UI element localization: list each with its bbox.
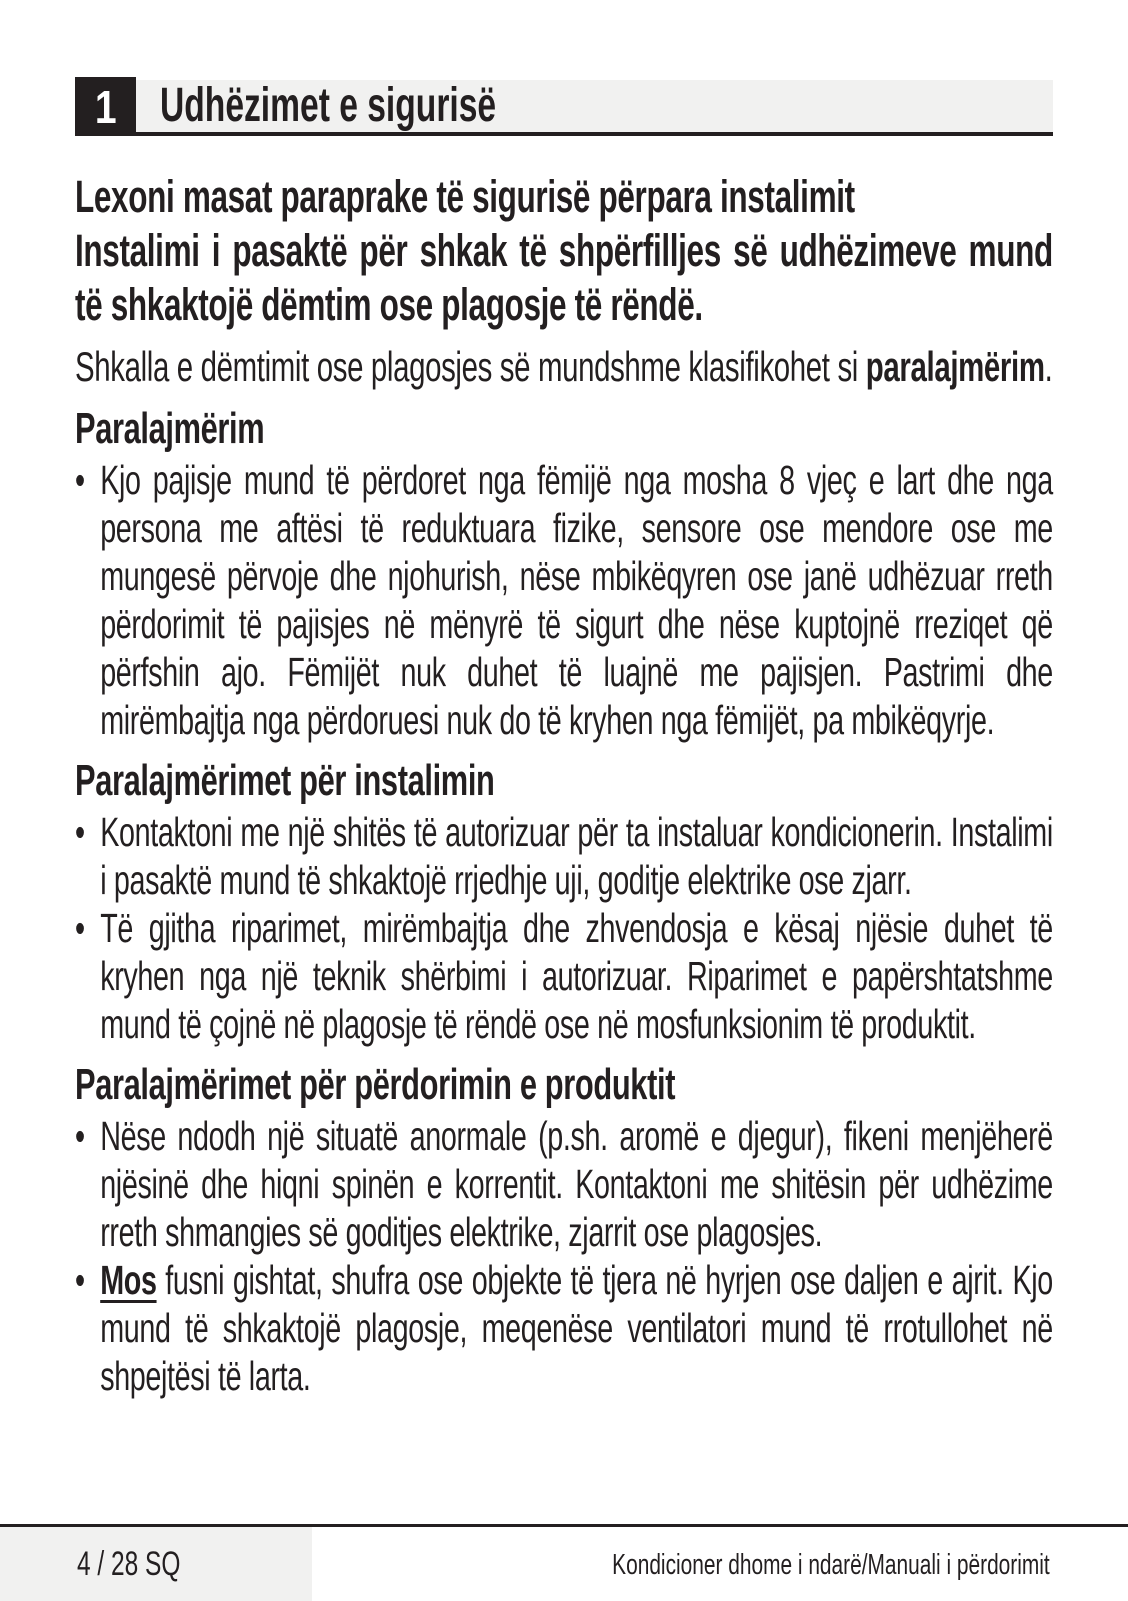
section-number-box [75, 77, 136, 136]
section-title-band [136, 80, 1053, 136]
installation-bullet-list [75, 808, 1053, 1048]
list-item [75, 1112, 1053, 1256]
classification-text-after: . [1044, 343, 1053, 390]
list-item [75, 456, 1053, 744]
classification-bold-term: paralajmërim [865, 343, 1045, 390]
section-number: 1 [94, 80, 117, 133]
bullet-text: Kjo pajisje mund të përdoret nga fëmijë nga mosha 8 vjeç e lart dhe nga persona me aftësi të reduktuara fizike, sensore ose mendore ose me mungesë përvoje dhe njohurish, nëse mbikëqyren ose janë udhëzuar rreth përdorimit të pajisjes në mënyrë të sigurt dhe nëse kuptojnë rreziqet që përfshin ajo. Fëmijët nuk duhet të luajnë me pajisjen. Pastrimi dhe mirëmbajtja nga përdoruesi nuk do të kryhen nga fëmijët, pa mbikëqyrje. [100, 457, 1053, 743]
intro-warning-line2: Instalimi i pasaktë për shkak të shpërfilljes së udhëzimeve mund të shkaktojë dëmtim ose plagosje të rëndë. [75, 225, 1053, 330]
section-heading-product-use: Paralajmërimet për përdorimin e produktit [75, 1060, 676, 1109]
section-header [75, 77, 1053, 136]
bullet-icon: • [75, 457, 85, 503]
section-heading-installation: Paralajmërimet për instalimin [75, 756, 495, 805]
bullet-text: Kontaktoni me një shitës të autorizuar për ta instaluar kondicionerin. Instalimi i pasaktë mund të shkaktojë rrjedhje uji, goditje elektrike ose zjarr. [100, 809, 1053, 903]
bullet-icon: • [75, 1113, 85, 1159]
list-item [75, 808, 1053, 904]
warning-bullet-list [75, 456, 1053, 744]
footer-page-number: 4 / 28 SQ [77, 1545, 181, 1583]
bullet-text: fusni gishtat, shufra ose objekte të tjera në hyrjen ose daljen e ajrit. Kjo mund të shkaktojë plagosje, meqenëse ventilatori mund të rrotullohet në shpejtësi të larta. [100, 1257, 1053, 1399]
bullet-icon: • [75, 809, 85, 855]
bullet-icon: • [75, 905, 85, 951]
bullet-text: Nëse ndodh një situatë anormale (p.sh. aromë e djegur), fikeni menjëherë njësinë dhe hiqni spinën e korrentit. Kontaktoni me shitësin për udhëzime rreth shmangies së goditjes elektrike, zjarrit ose plagosjes. [100, 1113, 1053, 1255]
classification-text-before: Shkalla e dëmtimit ose plagosjes së mundshme klasifikohet si [75, 343, 866, 390]
product-use-bullet-list [75, 1112, 1053, 1400]
bullet-text: Të gjitha riparimet, mirëmbajtja dhe zhvendosja e kësaj njësie duhet të kryhen nga një teknik shërbimi i autorizuar. Riparimet e papërshtatshme mund të çojnë në plagosje të rëndë ose në mosfunksionim të produktit. [100, 905, 1053, 1047]
page-content [75, 170, 1053, 1400]
list-item [75, 904, 1053, 1048]
footer-document-title: Kondicioner dhome i ndarë/Manuali i përdorimit [612, 1549, 1050, 1581]
classification-paragraph [75, 342, 1053, 392]
bullet-bold-lead: Mos [100, 1257, 157, 1303]
page-title: Udhëzimet e sigurisë [160, 79, 497, 132]
section-heading-warning: Paralajmërim [75, 404, 265, 453]
bullet-icon: • [75, 1257, 85, 1303]
list-item [75, 1256, 1053, 1400]
intro-warning-line1: Lexoni masat paraprake të sigurisë përpara instalimit [75, 171, 855, 222]
